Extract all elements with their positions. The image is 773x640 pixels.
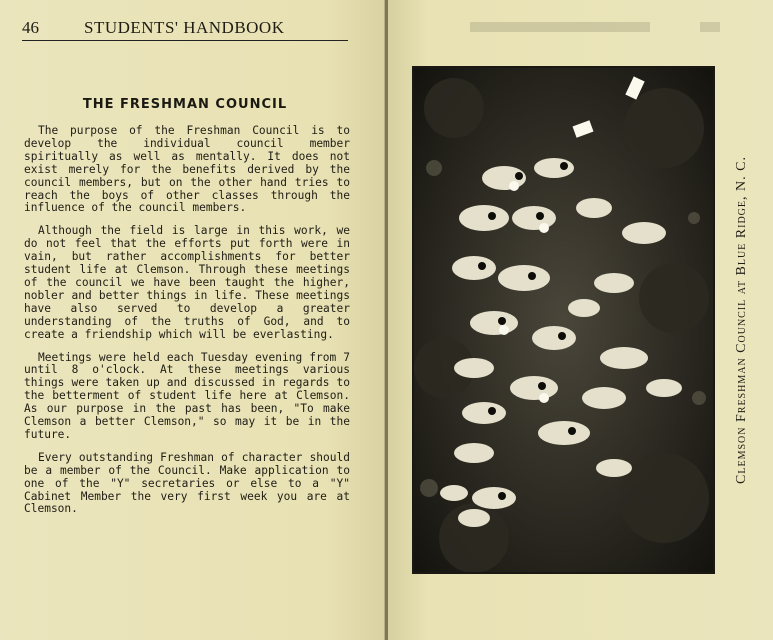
paragraph-1: The purpose of the Freshman Council is to develop the individual council member spiritually as well as mentally. It does not exist merely for the benefits derived by the council members, but on the other hand tries to reach the boys of other classes through the influence of the council members. — [24, 124, 350, 215]
photo-image — [414, 68, 713, 572]
photo-caption: Clemson Freshman Council at Blue Ridge, N. C. — [734, 156, 749, 484]
left-page — [0, 0, 385, 640]
show-through-header — [460, 16, 730, 38]
paragraph-2: Although the field is large in this work, we do not feel that the efforts put forth were in vain, but rather accomplishments for better student life at Clemson. Through these meetings of the council we have been taught the higher, nobler and better things in life. These meetings have also served to develop a greater understanding of the truths of God, and to create a friendship which will be everlasting. — [24, 224, 350, 341]
paragraph-3: Meetings were held each Tuesday evening from 7 until 8 o'clock. At these meetings various things were taken up and discussed in regards to the betterment of student life here at Clemson. As our purpose in the past has been, "To make Clemson a better Clemson," so may it be in the future. — [24, 350, 350, 441]
group-photograph — [412, 66, 715, 574]
article-body — [24, 125, 350, 526]
paragraph-4: Every outstanding Freshman of character should be a member of the Council. Make application to one of the "Y" secretaries or else to a "Y" Cabinet Member the very first week you are at Clemson. — [24, 450, 350, 516]
page-number: 46 — [22, 18, 39, 37]
article-title: THE FRESHMAN COUNCIL — [82, 97, 288, 112]
page-header — [22, 16, 348, 41]
running-head: STUDENTS' HANDBOOK — [84, 18, 285, 37]
